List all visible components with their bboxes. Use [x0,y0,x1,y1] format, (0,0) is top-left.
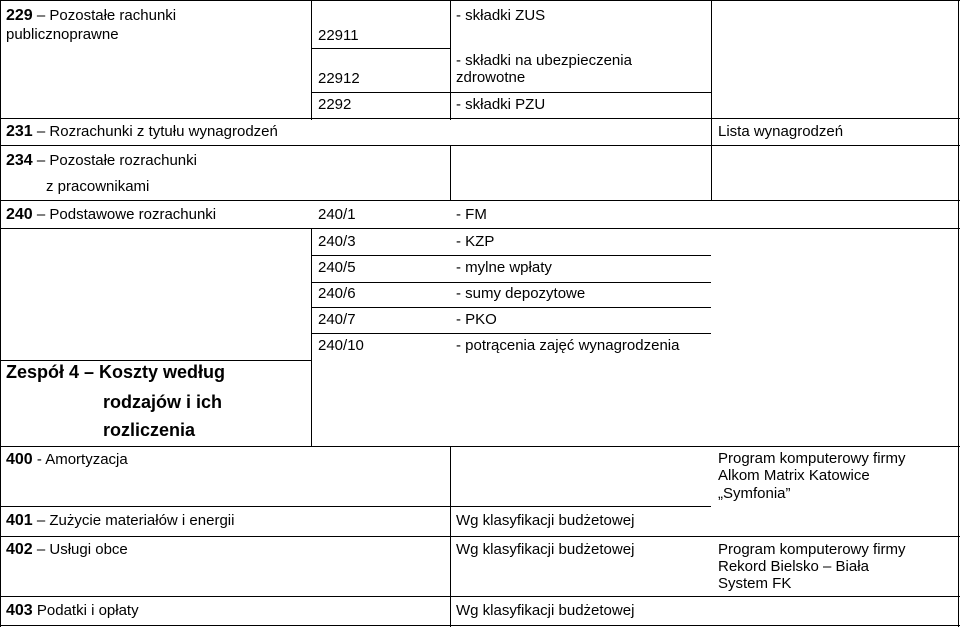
account-label: Zużycie materiałów i energii [49,512,235,529]
section-heading: Zespół 4 – Koszty według [6,362,226,382]
row-line-240-7-end [311,333,711,334]
table-border-left [0,0,1,627]
account-label: Pozostałe rachunki [49,7,177,24]
row-line-zespol-end [0,446,960,447]
table-border-right [958,0,959,627]
row-line-234-end [0,200,960,201]
account-number: 401 [6,512,33,529]
row-line-top [0,0,960,1]
account-note-line2: Alkom Matrix Katowice [718,467,870,484]
sub-account-desc: - FM [456,206,487,223]
sub-account-desc: - potrącenia zajęć wynagrodzenia [456,337,680,354]
row-line-229-a [311,48,450,49]
sub-account-code: 240/10 [318,337,364,354]
sub-account-desc: - mylne wpłaty [456,259,552,276]
sub-account-code: 240/3 [318,233,356,250]
column-divider-desc-2 [450,145,451,200]
account-desc: Wg klasyfikacji budżetowej [456,602,635,619]
sub-account-desc: - składki ZUS [456,7,546,24]
sub-account-code: 240/5 [318,259,356,276]
row-line-401-end [0,536,960,537]
account-number: 400 [6,451,33,468]
row-line-bottom [0,625,960,626]
account-label: Usługi obce [49,541,128,558]
column-divider-desc [450,0,451,120]
sub-account-desc: - KZP [456,233,495,250]
sub-account-desc: - składki na ubezpieczenia [456,52,632,69]
row-line-231-end [0,145,960,146]
sub-account-desc-line2: zdrowotne [456,69,526,86]
sub-account-code: 240/1 [318,206,356,223]
account-note-line3: System FK [718,575,792,592]
row-line-400-end [0,506,711,507]
sub-account-code: 22911 [318,27,359,44]
account-number: 403 [6,602,33,619]
account-label: Podstawowe rozrachunki [49,206,217,223]
account-number: 231 [6,123,33,140]
row-401: 401 – Zużycie materiałów i energii [6,512,235,529]
account-number: 234 [6,152,33,169]
column-divider-code-top [311,0,312,120]
row-231: 231 – Rozrachunki z tytułu wynagrodzeń [6,123,278,140]
account-number: 229 [6,7,33,24]
row-229: 229 – Pozostałe rachunki [6,7,177,24]
row-402: 402 – Usługi obce [6,541,128,558]
account-note: Program komputerowy firmy [718,541,906,558]
column-divider-desc-403 [450,506,451,627]
account-note: Lista wynagrodzeń [718,123,844,140]
account-label-line2: z pracownikami [46,178,150,195]
column-divider-desc-400 [450,446,451,506]
account-note-line2: Rekord Bielsko – Biała [718,558,869,575]
sub-account-code: 240/6 [318,285,356,302]
column-divider-code [311,228,312,446]
section-heading-line2: rodzajów i ich [103,392,223,412]
account-desc: Wg klasyfikacji budżetowej [456,541,635,558]
row-line-229-end [0,118,960,119]
row-403 [6,602,139,620]
sub-account-code: 2292 [318,96,352,113]
row-400 [6,451,128,469]
row-234: 234 – Pozostałe rozrachunki [6,152,197,169]
row-line-240-3-end [311,255,711,256]
row-line-229-b [311,92,711,93]
account-note: Program komputerowy firmy [718,450,906,467]
account-number: 240 [6,206,33,223]
row-line-402-end [0,596,960,597]
account-desc: Wg klasyfikacji budżetowej [456,512,635,529]
column-divider-note [711,0,712,200]
sub-account-code: 240/7 [318,311,356,328]
row-240: 240 – Podstawowe rozrachunki [6,206,217,223]
row-line-240-6-end [311,307,711,308]
row-line-240-1-end [0,228,960,229]
account-label-line2: publicznoprawne [6,26,119,43]
account-label: Pozostałe rozrachunki [49,152,197,169]
sub-account-desc: - PKO [456,311,497,328]
account-label: - Amortyzacja [36,451,128,468]
account-label: Podatki i opłaty [36,602,139,619]
sub-account-desc: - składki PZU [456,96,546,113]
account-note-line3: „Symfonia” [718,485,791,502]
section-heading-line3: rozliczenia [103,420,196,440]
sub-account-code: 22912 [318,70,360,87]
row-line-240-5-end [311,282,711,283]
account-label: Rozrachunki z tytułu wynagrodzeń [49,123,278,140]
account-number: 402 [6,541,33,558]
sub-account-desc: - sumy depozytowe [456,285,586,302]
